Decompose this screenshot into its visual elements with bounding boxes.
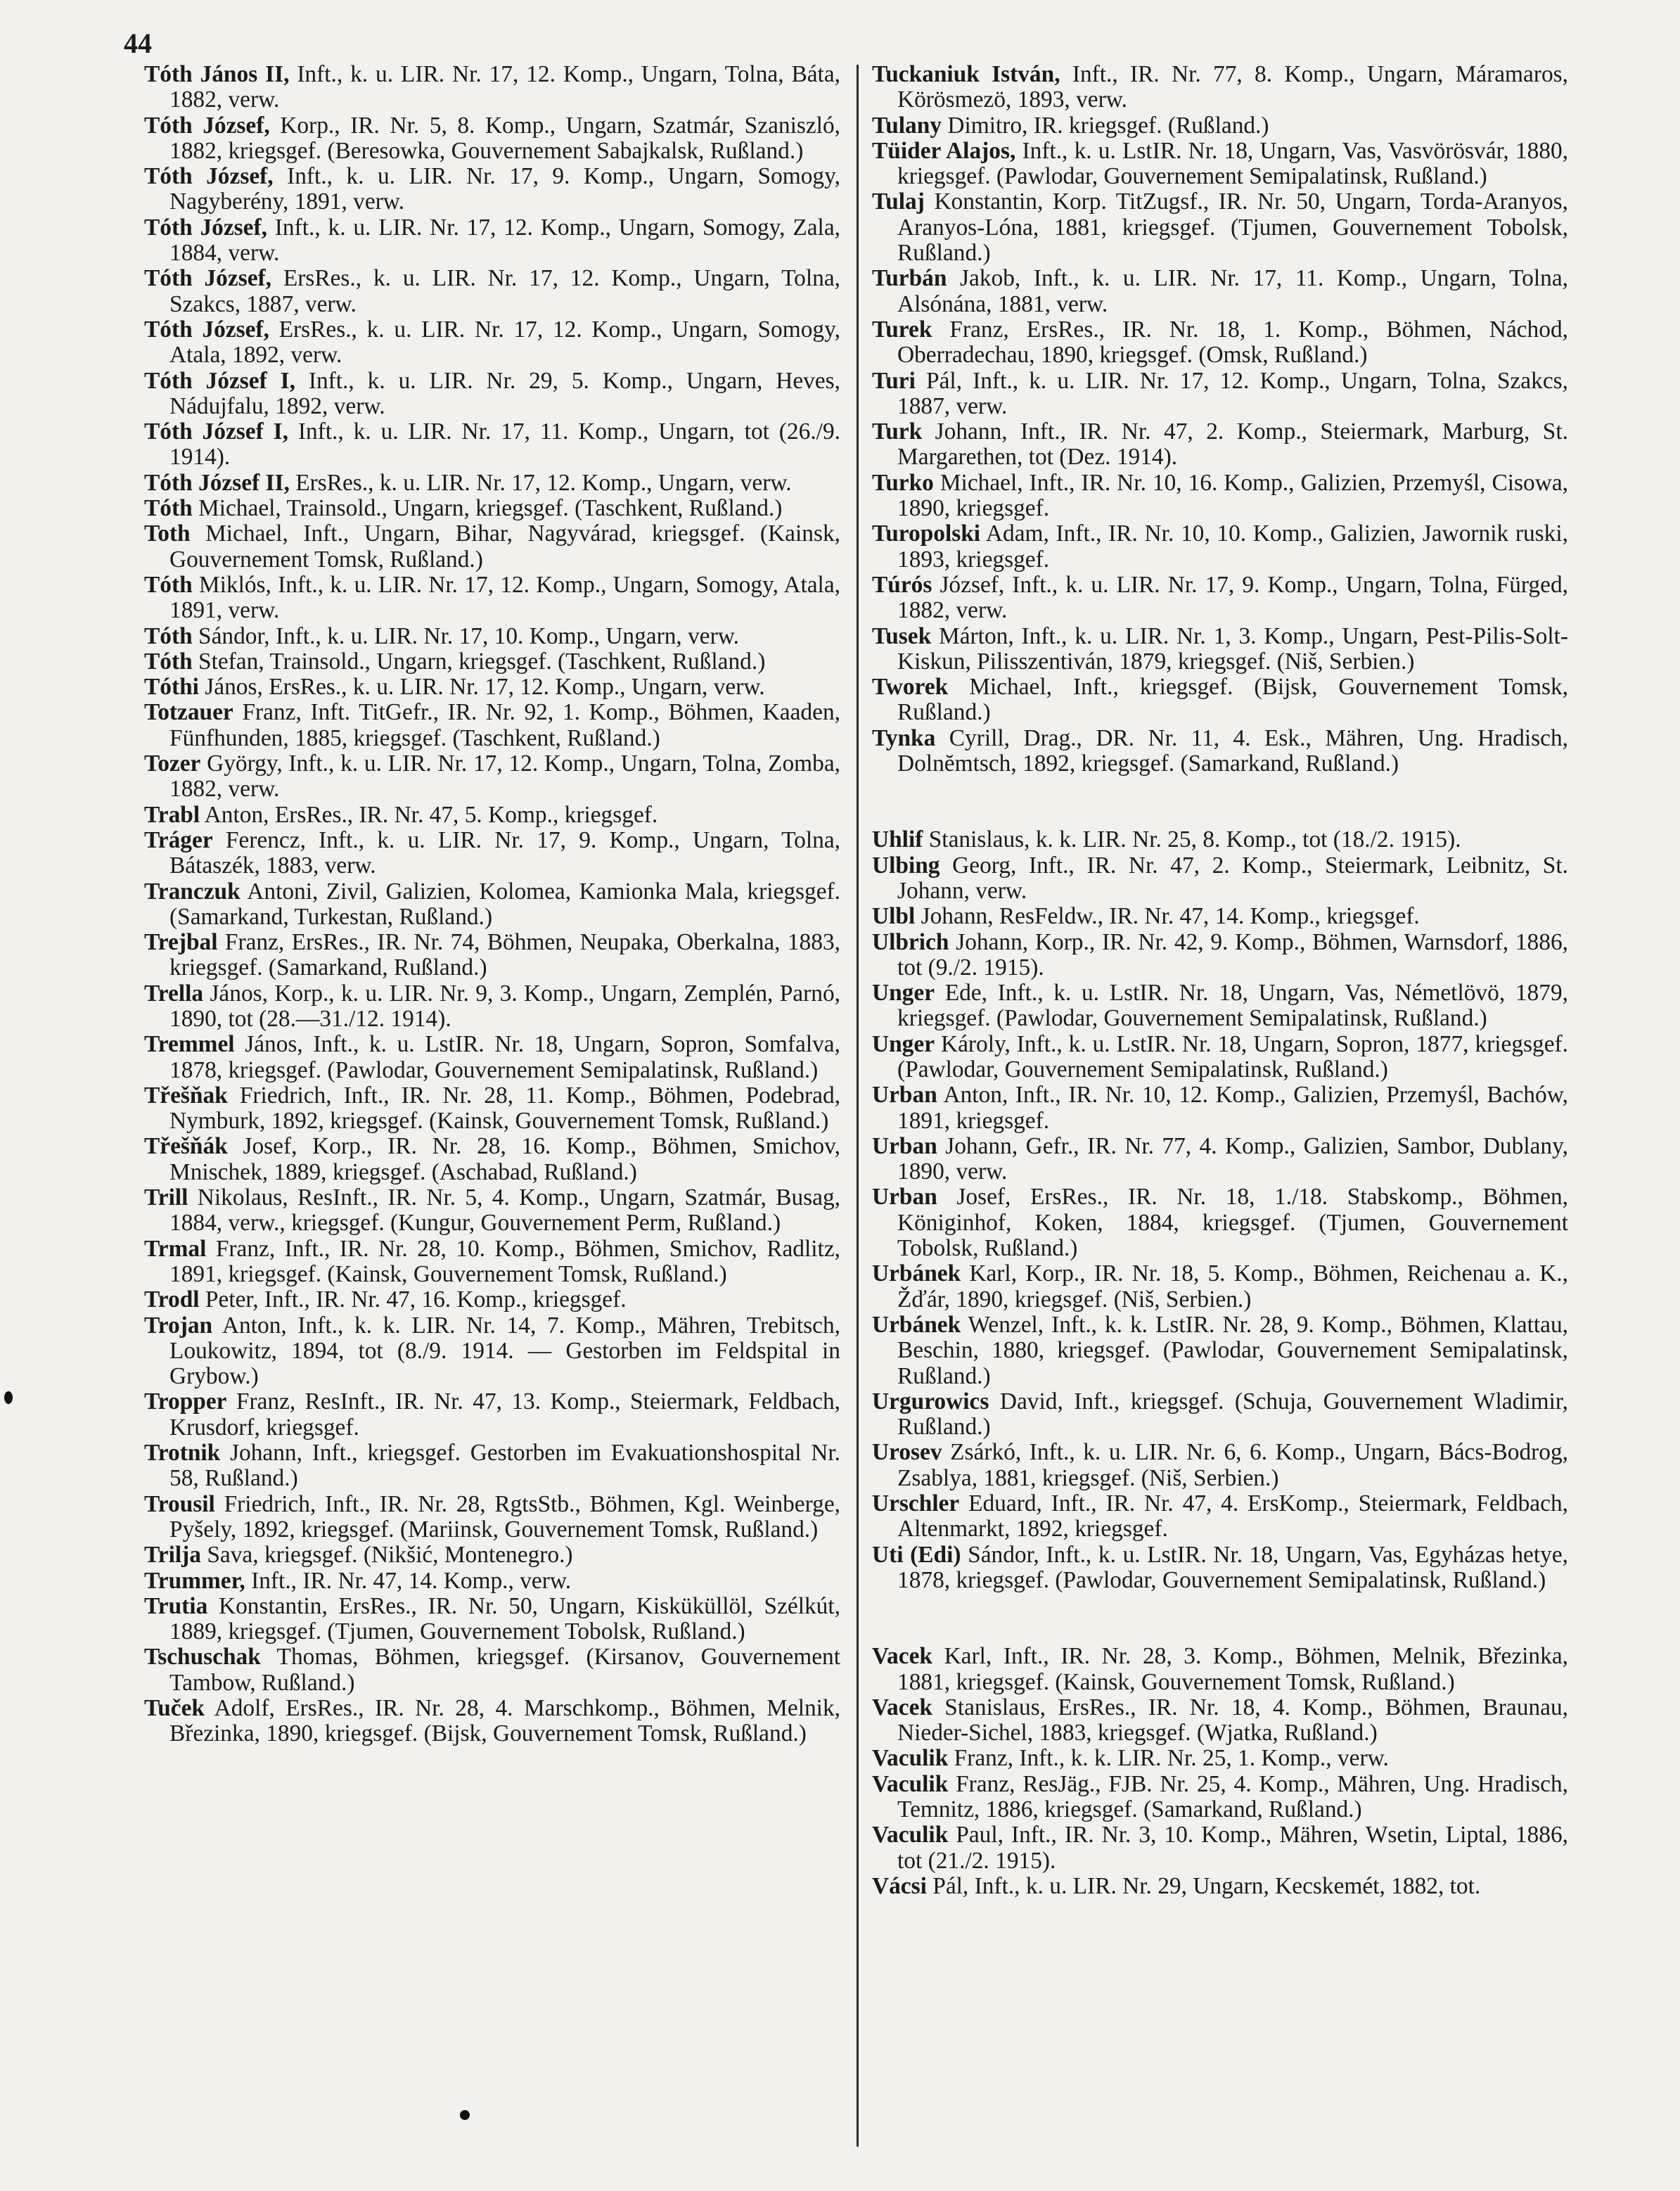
entry-surname: Tüider Alajos, bbox=[872, 137, 1016, 164]
entry-surname: Turek bbox=[872, 316, 932, 343]
entry-surname: Ulbing bbox=[872, 852, 940, 879]
entry-details: ErsRes., k. u. LIR. Nr. 17, 12. Komp., Ungarn, Tolna, Szakcs, 1887, verw. bbox=[169, 265, 840, 317]
entry-details: Jakob, Inft., k. u. LIR. Nr. 17, 11. Komp., Ungarn, Tolna, Alsónána, 1881, verw. bbox=[897, 265, 1568, 317]
entry-surname: Turko bbox=[872, 469, 934, 496]
entry-details: Eduard, Inft., IR. Nr. 47, 4. ErsKomp., Steiermark, Feldbach, Altenmarkt, 1892, kriegsgef. bbox=[897, 1490, 1568, 1542]
entry-details: Sándor, Inft., k. u. LstIR. Nr. 18, Ungarn, Vas, Egyházas hetye, 1878, kriegsgef. (Pawlodar, Gouvernement Semipalatinsk, Rußland.) bbox=[897, 1541, 1568, 1593]
entry-surname: Tóth János II, bbox=[144, 61, 290, 87]
register-entry bbox=[144, 369, 840, 420]
register-entry bbox=[872, 1032, 1568, 1083]
register-entry bbox=[144, 317, 840, 369]
entry-surname: Tóth bbox=[144, 571, 193, 598]
register-entry bbox=[872, 1772, 1568, 1823]
register-entry bbox=[872, 113, 1568, 139]
entry-surname: Třešňák bbox=[144, 1133, 228, 1160]
entry-details: Georg, Inft., IR. Nr. 47, 2. Komp., Steiermark, Leibnitz, St. Johann, verw. bbox=[897, 852, 1568, 904]
entry-surname: Trill bbox=[144, 1184, 188, 1211]
entry-details: Michael, Inft., kriegsgef. (Bijsk, Gouvernement Tomsk, Rußland.) bbox=[897, 674, 1568, 726]
entry-details: Friedrich, Inft., IR. Nr. 28, 11. Komp., Böhmen, Podebrad, Nymburk, 1892, kriegsgef. (Kainsk, Gouvernement Tomsk, Rußland.) bbox=[169, 1082, 840, 1135]
register-entry bbox=[144, 1185, 840, 1237]
entry-surname: Urban bbox=[872, 1082, 937, 1109]
register-entry bbox=[144, 573, 840, 624]
entry-surname: Tóth bbox=[144, 495, 193, 522]
entry-details: Friedrich, Inft., IR. Nr. 28, RgtsStb., Böhmen, Kgl. Weinberge, Pyšely, 1892, kriegsgef. (Mariinsk, Gouvernement Tomsk, Rußland.) bbox=[169, 1490, 840, 1542]
register-entry bbox=[872, 1822, 1568, 1874]
entry-surname: Tóth József, bbox=[144, 163, 274, 190]
entry-surname: Trejbal bbox=[144, 929, 218, 956]
register-entry bbox=[144, 1134, 840, 1185]
register-entry bbox=[872, 1644, 1568, 1695]
entry-details: ErsRes., k. u. LIR. Nr. 17, 12. Komp., Ungarn, verw. bbox=[295, 469, 792, 496]
entry-surname: Tozer bbox=[144, 750, 201, 777]
register-entry bbox=[144, 419, 840, 471]
entry-surname: Toth bbox=[144, 520, 191, 547]
entry-surname: Turopolski bbox=[872, 520, 981, 547]
entry-details: Ferencz, Inft., k. u. LIR. Nr. 17, 9. Komp., Ungarn, Tolna, Bátaszék, 1883, verw. bbox=[169, 826, 840, 879]
entry-surname: Urbánek bbox=[872, 1260, 961, 1287]
entry-details: Inft., IR. Nr. 77, 8. Komp., Ungarn, Máramaros, Körösmezö, 1893, verw. bbox=[897, 61, 1568, 113]
entry-details: Thomas, Böhmen, kriegsgef. (Kirsanov, Gouvernement Tambow, Rußland.) bbox=[169, 1644, 840, 1696]
register-entry bbox=[872, 1491, 1568, 1542]
entry-surname: Tóth József, bbox=[144, 316, 269, 343]
register-entry bbox=[872, 521, 1568, 573]
entry-details: Pál, Inft., k. u. LIR. Nr. 17, 12. Komp., Ungarn, Tolna, Szakcs, 1887, verw. bbox=[897, 367, 1568, 419]
entry-surname: Uhlif bbox=[872, 826, 923, 853]
register-entry bbox=[872, 1542, 1568, 1594]
section-v-entries bbox=[872, 1644, 1568, 1899]
entry-details: Márton, Inft., k. u. LIR. Nr. 1, 3. Komp., Ungarn, Pest-Pilis-Solt-Kiskun, Pilisszentiván, 1879, kriegsgef. (Niš, Serbien.) bbox=[897, 622, 1568, 675]
entry-details: György, Inft., k. u. LIR. Nr. 17, 12. Komp., Ungarn, Tolna, Zomba, 1882, verw. bbox=[169, 750, 840, 803]
entry-surname: Vacek bbox=[872, 1694, 932, 1720]
entry-details: Inft., k. u. LIR. Nr. 29, 5. Komp., Ungarn, Heves, Nádujfalu, 1892, verw. bbox=[169, 367, 840, 419]
entry-details: Karl, Korp., IR. Nr. 18, 5. Komp., Böhmen, Reichenau a. K., Žďár, 1890, kriegsgef. (Niš, Serbien.) bbox=[897, 1260, 1568, 1312]
section-t-entries bbox=[872, 62, 1568, 777]
entry-details: Johann, Inft., kriegsgef. Gestorben im Evakuationshospital Nr. 58, Rußland.) bbox=[169, 1440, 840, 1492]
entry-details: Anton, Inft., k. k. LIR. Nr. 14, 7. Komp., Mähren, Trebitsch, Loukowitz, 1894, tot (8./9. 1914. — Gestorben im Feldspital in Grybow.) bbox=[169, 1312, 840, 1390]
entry-details: Miklós, Inft., k. u. LIR. Nr. 17, 12. Komp., Ungarn, Somogy, Atala, 1891, verw. bbox=[169, 571, 840, 624]
entry-surname: Tulany bbox=[872, 112, 942, 139]
section-gap bbox=[872, 1593, 1568, 1644]
register-entry bbox=[144, 1287, 840, 1312]
entry-details: Dimitro, IR. kriegsgef. (Rußland.) bbox=[947, 112, 1269, 139]
entry-surname: Vacek bbox=[872, 1643, 932, 1670]
register-entry bbox=[144, 1237, 840, 1288]
register-entry bbox=[872, 1134, 1568, 1185]
print-speck bbox=[460, 2110, 470, 2120]
entry-surname: Tworek bbox=[872, 674, 949, 701]
register-entry bbox=[872, 827, 1568, 852]
entry-surname: Vaculik bbox=[872, 1770, 949, 1797]
entry-details: Karl, Inft., IR. Nr. 28, 3. Komp., Böhmen, Melnik, Březinka, 1881, kriegsgef. (Kainsk, Gouvernement Tomsk, Rußland.) bbox=[897, 1643, 1568, 1695]
entry-surname: Tóth József, bbox=[144, 112, 270, 139]
entry-surname: Urgurowics bbox=[872, 1388, 989, 1414]
entry-details: Sava, kriegsgef. (Nikšić, Montenegro.) bbox=[207, 1542, 573, 1569]
register-entry bbox=[144, 649, 840, 675]
entry-surname: Třešňak bbox=[144, 1082, 228, 1109]
entry-surname: Tóth József I, bbox=[144, 419, 288, 445]
section-gap bbox=[872, 777, 1568, 827]
entry-details: Johann, ResFeldw., IR. Nr. 47, 14. Komp., kriegsgef. bbox=[921, 903, 1420, 930]
entry-surname: Tuckaniuk István, bbox=[872, 61, 1060, 87]
register-entry bbox=[872, 317, 1568, 369]
register-entry bbox=[144, 164, 840, 215]
register-entry bbox=[144, 1542, 840, 1568]
entry-surname: Totzauer bbox=[144, 699, 233, 726]
entry-details: Josef, Korp., IR. Nr. 28, 16. Komp., Böhmen, Smichov, Mnischek, 1889, kriegsgef. (Aschabad, Rußland.) bbox=[169, 1133, 840, 1185]
entry-surname: Tóthi bbox=[144, 674, 199, 701]
register-entry bbox=[872, 1695, 1568, 1746]
entry-surname: Túrós bbox=[872, 571, 932, 598]
print-speck bbox=[4, 1391, 13, 1404]
register-entry bbox=[872, 980, 1568, 1032]
entry-details: Michael, Inft., IR. Nr. 10, 16. Komp., Galizien, Przemyśl, Cisowa, 1890, kriegsgef. bbox=[897, 469, 1568, 522]
register-entry bbox=[872, 189, 1568, 266]
section-u-entries bbox=[872, 827, 1568, 1593]
register-entry bbox=[144, 1644, 840, 1696]
entry-details: Franz, ErsRes., IR. Nr. 18, 1. Komp., Böhmen, Náchod, Oberradechau, 1890, kriegsgef. (Omsk, Rußland.) bbox=[897, 316, 1568, 369]
entry-details: ErsRes., k. u. LIR. Nr. 17, 12. Komp., Ungarn, Somogy, Atala, 1892, verw. bbox=[169, 316, 840, 369]
register-entry bbox=[144, 1696, 840, 1747]
entry-details: János, Korp., k. u. LIR. Nr. 9, 3. Komp., Ungarn, Zemplén, Parnó, 1890, tot (28.—31./12. 1914). bbox=[169, 980, 840, 1032]
register-entry bbox=[144, 62, 840, 113]
entry-surname: Urban bbox=[872, 1184, 937, 1211]
entry-details: József, Inft., k. u. LIR. Nr. 17, 9. Komp., Ungarn, Tolna, Fürged, 1882, verw. bbox=[897, 571, 1568, 624]
entry-surname: Tóth József I, bbox=[144, 367, 295, 394]
entry-details: Inft., k. u. LIR. Nr. 17, 11. Komp., Ungarn, tot (26./9. 1914). bbox=[169, 419, 840, 471]
entry-surname: Tóth József, bbox=[144, 214, 267, 241]
register-entry bbox=[872, 853, 1568, 905]
entry-details: Nikolaus, ResInft., IR. Nr. 5, 4. Komp., Ungarn, Szatmár, Busag, 1884, verw., kriegsgef. (Kungur, Gouvernement Perm, Rußland.) bbox=[169, 1184, 840, 1237]
entry-surname: Trabl bbox=[144, 801, 200, 828]
entry-details: Peter, Inft., IR. Nr. 47, 16. Komp., kriegsgef. bbox=[205, 1286, 627, 1313]
register-entry bbox=[144, 266, 840, 317]
register-entry bbox=[872, 1874, 1568, 1899]
entry-details: Adolf, ErsRes., IR. Nr. 28, 4. Marschkomp., Böhmen, Melnik, Březinka, 1890, kriegsgef. (Bijsk, Gouvernement Tomsk, Rußland.) bbox=[169, 1695, 840, 1747]
entry-surname: Tóth bbox=[144, 648, 193, 675]
entry-details: Stanislaus, k. k. LIR. Nr. 25, 8. Komp., tot (18./2. 1915). bbox=[928, 826, 1461, 853]
entry-surname: Tusek bbox=[872, 622, 932, 649]
entry-details: Károly, Inft., k. u. LstIR. Nr. 18, Ungarn, Sopron, 1877, kriegsgef. (Pawlodar, Gouvernement Semipalatinsk, Rußland.) bbox=[897, 1030, 1568, 1082]
entry-details: Antoni, Zivil, Galizien, Kolomea, Kamionka Mala, kriegsgef. (Samarkand, Turkestan, Rußland.) bbox=[169, 878, 840, 930]
entry-surname: Urbánek bbox=[872, 1311, 961, 1338]
entry-details: Josef, ErsRes., IR. Nr. 18, 1./18. Stabskomp., Böhmen, Königinhof, Koken, 1884, kriegsgef. (Tjumen, Gouvernement Tobolsk, Rußland.) bbox=[897, 1184, 1568, 1262]
register-entry bbox=[144, 496, 840, 521]
right-column bbox=[872, 62, 1568, 1899]
entry-surname: Trummer, bbox=[144, 1567, 245, 1594]
register-entry bbox=[144, 1032, 840, 1083]
register-entry bbox=[144, 113, 840, 165]
register-entry bbox=[144, 675, 840, 700]
entry-details: Paul, Inft., IR. Nr. 3, 10. Komp., Mähren, Wsetin, Liptal, 1886, tot (21./2. 1915). bbox=[897, 1822, 1568, 1874]
entry-surname: Unger bbox=[872, 980, 935, 1007]
entry-surname: Tremmel bbox=[144, 1031, 235, 1058]
entry-details: Michael, Inft., Ungarn, Bihar, Nagyvárad, kriegsgef. (Kainsk, Gouvernement Tomsk, Rußland.) bbox=[169, 520, 840, 573]
register-entry bbox=[144, 215, 840, 267]
entry-surname: Ulbrich bbox=[872, 928, 949, 955]
entry-details: Wenzel, Inft., k. k. LstIR. Nr. 28, 9. Komp., Böhmen, Klattau, Beschin, 1880, kriegsgef. (Pawlodar, Gouvernement Semipalatinsk, Rußland.) bbox=[897, 1311, 1568, 1389]
entry-details: Johann, Inft., IR. Nr. 47, 2. Komp., Steiermark, Marburg, St. Margarethen, tot (Dez. 1914). bbox=[897, 419, 1568, 471]
entry-details: János, ErsRes., k. u. LIR. Nr. 17, 12. Komp., Ungarn, verw. bbox=[205, 674, 765, 701]
register-entry bbox=[144, 1389, 840, 1441]
entry-details: Franz, Inft., k. k. LIR. Nr. 25, 1. Komp., verw. bbox=[954, 1745, 1389, 1772]
register-entry bbox=[144, 803, 840, 828]
entry-details: Konstantin, Korp. TitZugsf., IR. Nr. 50, Ungarn, Torda-Aranyos, Aranyos-Lóna, 1881, kriegsgef. (Tjumen, Gouvernement Tobolsk, Rußland.) bbox=[897, 189, 1569, 267]
register-entry bbox=[872, 266, 1568, 317]
entry-surname: Tóth bbox=[144, 622, 193, 649]
entry-surname: Uti (Edi) bbox=[872, 1541, 961, 1568]
register-entry bbox=[144, 700, 840, 751]
register-entry bbox=[144, 1594, 840, 1645]
register-entry bbox=[872, 1082, 1568, 1134]
entry-surname: Trotnik bbox=[144, 1440, 221, 1467]
left-column bbox=[144, 62, 840, 1747]
register-entry bbox=[872, 573, 1568, 624]
register-entry bbox=[872, 62, 1568, 113]
entry-details: Stanislaus, ErsRes., IR. Nr. 18, 4. Komp., Böhmen, Braunau, Nieder-Sichel, 1883, kriegsgef. (Wjatka, Rußland.) bbox=[897, 1694, 1568, 1746]
register-entry bbox=[144, 879, 840, 931]
register-entry bbox=[144, 828, 840, 879]
register-entry bbox=[144, 471, 840, 496]
entry-details: Inft., k. u. LstIR. Nr. 18, Ungarn, Vas, Vasvörösvár, 1880, kriegsgef. (Pawlodar, Gouvernement Semipalatinsk, Rußland.) bbox=[897, 137, 1568, 190]
entry-details: Johann, Korp., IR. Nr. 42, 9. Komp., Böhmen, Warnsdorf, 1886, tot (9./2. 1915). bbox=[897, 928, 1568, 980]
entry-surname: Tropper bbox=[144, 1388, 227, 1415]
register-entry bbox=[872, 419, 1568, 471]
register-entry bbox=[872, 1389, 1568, 1441]
entry-surname: Turk bbox=[872, 419, 923, 445]
register-entry bbox=[144, 1569, 840, 1594]
register-entry bbox=[144, 521, 840, 573]
entry-details: Adam, Inft., IR. Nr. 10, 10. Komp., Galizien, Jawornik ruski, 1893, kriegsgef. bbox=[897, 520, 1568, 573]
entry-details: Korp., IR. Nr. 5, 8. Komp., Ungarn, Szatmár, Szaniszló, 1882, kriegsgef. (Beresowka, Gouvernement Sabajkalsk, Rußland.) bbox=[169, 112, 840, 164]
register-entry bbox=[872, 1261, 1568, 1312]
entry-surname: Tranczuk bbox=[144, 878, 241, 905]
entry-details: Inft., k. u. LIR. Nr. 17, 12. Komp., Ungarn, Somogy, Zala, 1884, verw. bbox=[169, 214, 840, 267]
entry-details: Inft., k. u. LIR. Nr. 17, 12. Komp., Ungarn, Tolna, Báta, 1882, verw. bbox=[169, 61, 840, 113]
entry-surname: Trodl bbox=[144, 1286, 200, 1313]
entry-surname: Trmal bbox=[144, 1235, 207, 1262]
entry-surname: Trella bbox=[144, 980, 204, 1007]
register-entry bbox=[872, 930, 1568, 981]
entry-details: Franz, Inft. TitGefr., IR. Nr. 92, 1. Komp., Böhmen, Kaaden, Fünfhunden, 1885, kriegsgef. (Taschkent, Rußland.) bbox=[169, 699, 840, 751]
page-number: 44 bbox=[124, 27, 152, 59]
register-entry bbox=[872, 1184, 1568, 1261]
register-entry bbox=[872, 726, 1568, 777]
register-entry bbox=[144, 751, 840, 803]
entry-details: Anton, ErsRes., IR. Nr. 47, 5. Komp., kriegsgef. bbox=[204, 801, 658, 828]
entry-surname: Turbán bbox=[872, 265, 947, 292]
entry-details: Pál, Inft., k. u. LIR. Nr. 29, Ungarn, Kecskemét, 1882, tot. bbox=[932, 1872, 1481, 1899]
entry-surname: Urschler bbox=[872, 1490, 960, 1517]
entry-details: Cyrill, Drag., DR. Nr. 11, 4. Esk., Mähren, Ung. Hradisch, Dolnĕmtsch, 1892, kriegsgef. (Samarkand, Rußland.) bbox=[897, 724, 1568, 777]
register-entry bbox=[872, 1312, 1568, 1389]
register-entry bbox=[144, 1313, 840, 1390]
entry-details: Stefan, Trainsold., Ungarn, kriegsgef. (Taschkent, Rußland.) bbox=[198, 648, 766, 675]
entry-details: Michael, Trainsold., Ungarn, kriegsgef. (Taschkent, Rußland.) bbox=[198, 495, 783, 522]
register-entry bbox=[144, 1083, 840, 1135]
entry-surname: Tschuschak bbox=[144, 1644, 261, 1671]
entry-details: Konstantin, ErsRes., IR. Nr. 50, Ungarn, Kisküküllöl, Szélkút, 1889, kriegsgef. (Tjumen, Gouvernement Tobolsk, Rußland.) bbox=[169, 1592, 840, 1645]
entry-details: Ede, Inft., k. u. LstIR. Nr. 18, Ungarn, Vas, Németlövö, 1879, kriegsgef. (Pawlodar, Gouvernement Semipalatinsk, Rußland.) bbox=[897, 980, 1568, 1032]
register-entry bbox=[872, 904, 1568, 929]
register-entry bbox=[872, 139, 1568, 190]
entry-surname: Trutia bbox=[144, 1592, 208, 1619]
entry-details: Franz, ResJäg., FJB. Nr. 25, 4. Komp., Mähren, Ung. Hradisch, Temnitz, 1886, kriegsgef. (Samarkand, Rußland.) bbox=[897, 1770, 1568, 1822]
entry-details: Inft., IR. Nr. 47, 14. Komp., verw. bbox=[251, 1567, 572, 1594]
entry-surname: Vaculik bbox=[872, 1822, 949, 1848]
entry-details: Johann, Gefr., IR. Nr. 77, 4. Komp., Galizien, Sambor, Dublany, 1890, verw. bbox=[897, 1132, 1568, 1185]
column-divider bbox=[857, 65, 859, 2147]
entry-surname: Vácsi bbox=[872, 1872, 927, 1899]
entry-details: János, Inft., k. u. LstIR. Nr. 18, Ungarn, Sopron, Somfalva, 1878, kriegsgef. (Pawlodar, Gouvernement Semipalatinsk, Rußland.) bbox=[169, 1031, 840, 1083]
entry-surname: Vaculik bbox=[872, 1745, 949, 1772]
entry-details: Franz, Inft., IR. Nr. 28, 10. Komp., Böhmen, Smichov, Radlitz, 1891, kriegsgef. (Kainsk, Gouvernement Tomsk, Rußland.) bbox=[169, 1235, 840, 1287]
register-entry bbox=[144, 930, 840, 981]
register-entry bbox=[872, 369, 1568, 420]
entry-surname: Tóth József, bbox=[144, 265, 271, 292]
entry-surname: Tulaj bbox=[872, 189, 925, 215]
register-entry bbox=[144, 1441, 840, 1492]
entry-details: Franz, ErsRes., IR. Nr. 74, Böhmen, Neupaka, Oberkalna, 1883, kriegsgef. (Samarkand, Rußland.) bbox=[169, 929, 840, 981]
entry-details: Zsárkó, Inft., k. u. LIR. Nr. 6, 6. Komp., Ungarn, Bács-Bodrog, Zsablya, 1881, kriegsgef. (Niš, Serbien.) bbox=[897, 1439, 1568, 1491]
register-entry bbox=[144, 981, 840, 1033]
entry-surname: Ulbl bbox=[872, 903, 916, 930]
entry-details: Sándor, Inft., k. u. LIR. Nr. 17, 10. Komp., Ungarn, verw. bbox=[198, 622, 740, 649]
entry-details: Franz, ResInft., IR. Nr. 47, 13. Komp., Steiermark, Feldbach, Krusdorf, kriegsgef. bbox=[169, 1388, 840, 1441]
entry-surname: Urban bbox=[872, 1132, 937, 1159]
register-entry bbox=[872, 1746, 1568, 1771]
entry-surname: Trousil bbox=[144, 1490, 215, 1517]
register-entry bbox=[144, 1492, 840, 1543]
entry-details: David, Inft., kriegsgef. (Schuja, Gouvernement Wladimir, Rußland.) bbox=[897, 1388, 1568, 1441]
register-entry bbox=[872, 675, 1568, 726]
entry-surname: Urosev bbox=[872, 1439, 942, 1466]
entry-details: Anton, Inft., IR. Nr. 10, 12. Komp., Galizien, Przemyśl, Bachów, 1891, kriegsgef. bbox=[897, 1082, 1568, 1134]
entry-surname: Tynka bbox=[872, 724, 936, 751]
entry-surname: Unger bbox=[872, 1030, 935, 1057]
entry-surname: Tóth József II, bbox=[144, 469, 290, 496]
entry-details: Inft., k. u. LIR. Nr. 17, 9. Komp., Ungarn, Somogy, Nagyberény, 1891, verw. bbox=[169, 163, 840, 215]
entry-surname: Trojan bbox=[144, 1312, 213, 1339]
register-entry bbox=[872, 471, 1568, 522]
register-entry bbox=[144, 624, 840, 649]
entry-surname: Tráger bbox=[144, 826, 213, 853]
register-entry bbox=[872, 1440, 1568, 1491]
entry-surname: Trilja bbox=[144, 1542, 201, 1569]
entry-surname: Turi bbox=[872, 367, 916, 394]
register-entry bbox=[872, 624, 1568, 675]
entry-surname: Tuček bbox=[144, 1695, 205, 1721]
